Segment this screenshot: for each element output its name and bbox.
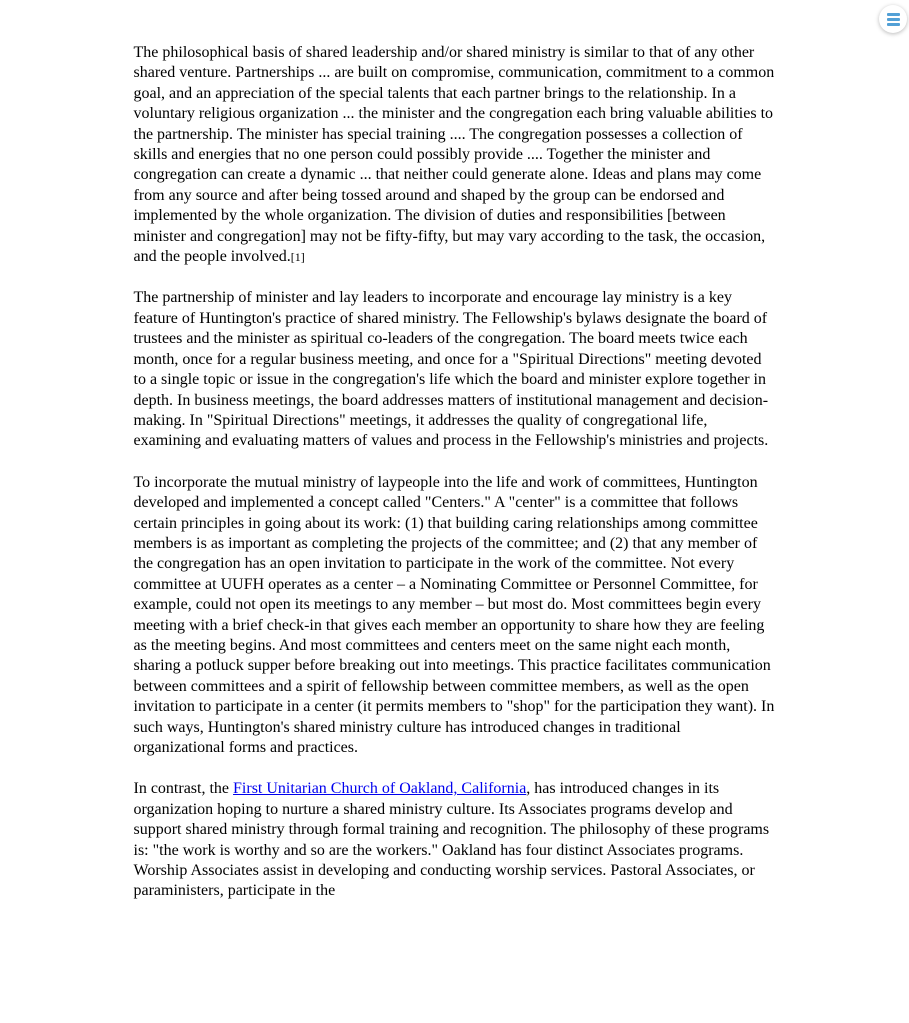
hamburger-icon — [887, 13, 900, 26]
paragraph-text: In contrast, the — [133, 780, 234, 798]
footnote-ref-1: [1] — [290, 250, 305, 265]
oakland-church-link[interactable]: First Unitarian Church of Oakland, California — [233, 780, 527, 798]
hamburger-bar — [887, 23, 900, 26]
hamburger-bar — [887, 18, 900, 21]
article-content — [134, 0, 776, 902]
menu-button[interactable] — [879, 5, 907, 33]
paragraph-centers: To incorporate the mutual ministry of laypeople into the life and work of committees, Huntington developed and implemented a concept called "Centers." A "center" is a committee that follows certain principles in going about its work: (1) that building caring relationships among committee members is as important as completing the projects of the committee; and (2) that any member of the congregation has an open invitation to participate in the work of the committee. Not every committee at UUFH operates as a center – a Nominating Committee or Personnel Committee, for example, could not open its meetings to any member – but most do. Most committees begin every meeting with a brief check-in that gives each member an opportunity to share how they are feeling as the meeting begins. And most committees and centers meet on the same night each month, sharing a potluck supper before breaking out into meetings. This practice facilitates communication between committees and a spirit of fellowship between committee members, as well as the open invitation to participate in a center (it permits members to "shop" for the participation they want). In such ways, Huntington's shared ministry culture has introduced changes in traditional organizational forms and practices. — [133, 473, 775, 756]
paragraph-text: The philosophical basis of shared leadership and/or shared ministry is similar to that of any other shared venture. Partnerships ... are built on compromise, communication, commitment to a common goal, and an appreciation of the special talents that each partner brings to the relationship. In a voluntary religious organization ... the minister and the congregation each bring valuable abilities to the partnership. The minister has special training .... The congregation possesses a collection of skills and energies that no one person could possibly provide .... Together the minister and congregation can create a dynamic ... that neither could generate alone. Ideas and plans may come from any source and after being tossed around and shaped by the group can be endorsed and implemented by the whole organization. The division of duties and responsibilities [between minister and congregation] may not be fifty-fifty, but may vary according to the task, the occasion, and the people involved. — [133, 44, 775, 266]
hamburger-bar — [887, 13, 900, 16]
paragraph-partnership: The partnership of minister and lay leaders to incorporate and encourage lay ministry is a key feature of Huntington's practice of shared ministry. The Fellowship's bylaws designate the board of trustees and the minister as spiritual co-leaders of the congregation. The board meets twice each month, once for a regular business meeting, and once for a "Spiritual Directions" meeting devoted to a single topic or issue in the congregation's life which the board and minister explore together in depth. In business meetings, the board addresses matters of institutional management and decision-making. In "Spiritual Directions" meetings, it addresses the quality of congregational life, examining and evaluating matters of values and process in the Fellowship's ministries and projects. — [133, 289, 769, 450]
paragraph-philosophical-basis — [134, 43, 776, 267]
paragraph-oakland — [134, 779, 776, 901]
paragraph-text: , has introduced changes in its organization hoping to nurture a shared ministry culture. Its Associates programs develop and support shared ministry through formal training and recognition. The philosophy of these programs is: "the work is worthy and so are the workers." Oakland has four distinct Associates programs. Worship Associates assist in developing and conducting worship services. Pastoral Associates, or paraministers, participate in the — [133, 780, 770, 900]
